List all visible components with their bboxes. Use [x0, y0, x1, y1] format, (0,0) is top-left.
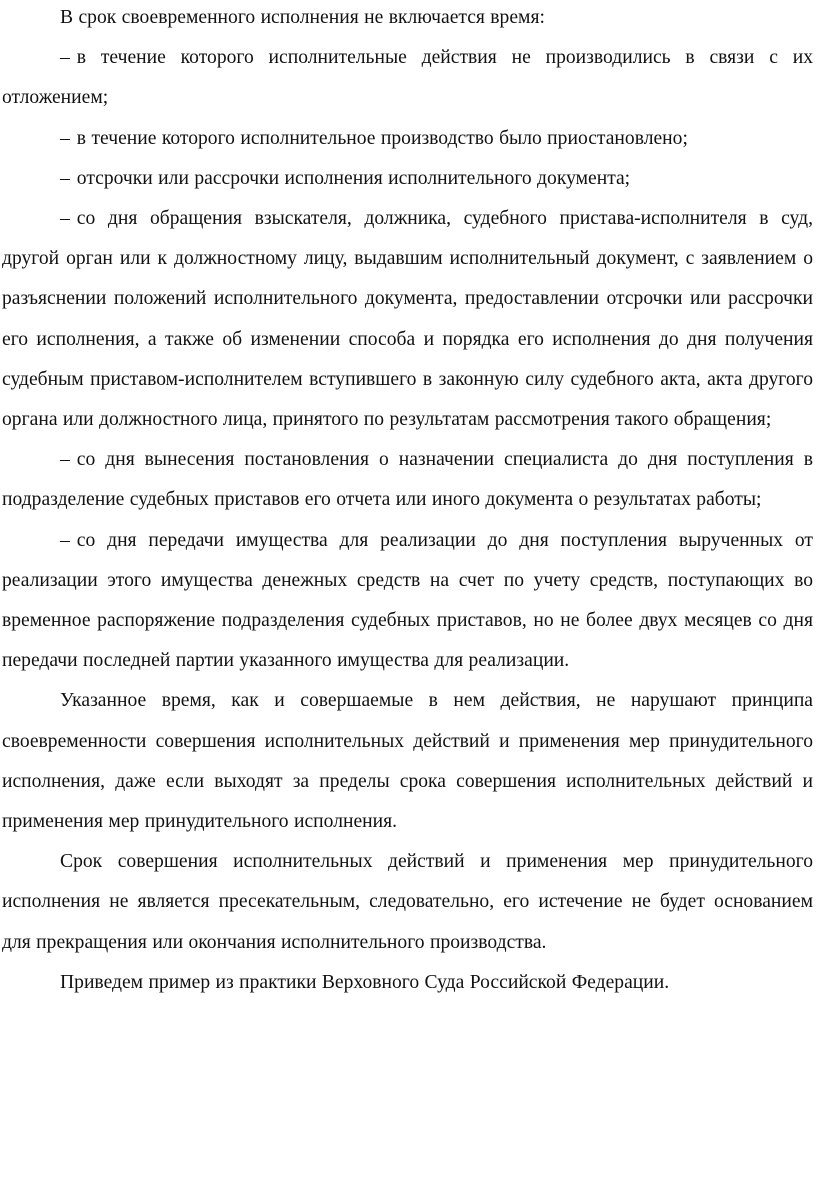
list-item: [2, 38, 813, 118]
list-marker: –: [60, 208, 70, 230]
list-marker: –: [60, 47, 70, 69]
list-item: [2, 199, 813, 440]
list-item-text: со дня передачи имущества для реализации до дня поступления вырученных от реализации этого имущества денежных средств на счет по учету средств, поступающих во временное распоряжение подразделения судебных приставов, но не более двух месяцев со дня передачи последней партии указанного имущества для реализации.: [2, 529, 813, 672]
list-item: [2, 119, 813, 159]
list-marker: –: [60, 127, 70, 149]
list-item-text: со дня вынесения постановления о назначении специалиста до дня поступления в подразделение судебных приставов его отчета или иного документа о результатах работы;: [2, 449, 813, 511]
list-item: [2, 159, 813, 199]
list-item-text: в течение которого исполнительное производство было приостановлено;: [76, 127, 688, 149]
list-item: [2, 440, 813, 520]
list-marker: –: [60, 449, 70, 471]
list-marker: –: [60, 529, 70, 551]
list-marker: –: [60, 167, 70, 189]
list-item: [2, 521, 813, 682]
list-item-text: со дня обращения взыскателя, должника, судебного пристава-исполнителя в суд, другой орган или к должностному лицу, выдавшим исполнительный документ, с заявлением о разъяснении положений исполнительного документа, предоставлении отсрочки или рассрочки его исполнения, а также об изменении способа и порядка его исполнения до дня получения судебным приставом-исполнителем вступившего в законную силу судебного акта, акта другого органа или должностного лица, принятого по результатам рассмотрения такого обращения;: [2, 208, 813, 431]
intro-paragraph: В срок своевременного исполнения не включается время:: [60, 7, 545, 28]
body-paragraph: Приведем пример из практики Верховного Суда Российской Федерации.: [60, 971, 670, 993]
body-paragraph: Указанное время, как и совершаемые в нем действия, не нарушают принципа своевременности совершения исполнительных действий и применения мер принудительного исполнения, даже если выходят за пределы срока совершения исполнительных действий и применения мер принудительного исполнения.: [2, 690, 813, 833]
list-item-text: отсрочки или рассрочки исполнения исполнительного документа;: [76, 167, 631, 189]
body-paragraph: Срок совершения исполнительных действий и применения мер принудительного исполнения не является пресекательным, следовательно, его истечение не будет основанием для прекращения или окончания исполнительного производства.: [2, 851, 813, 953]
list-item-text: в течение которого исполнительные действия не производились в связи с их отложением;: [2, 47, 813, 109]
